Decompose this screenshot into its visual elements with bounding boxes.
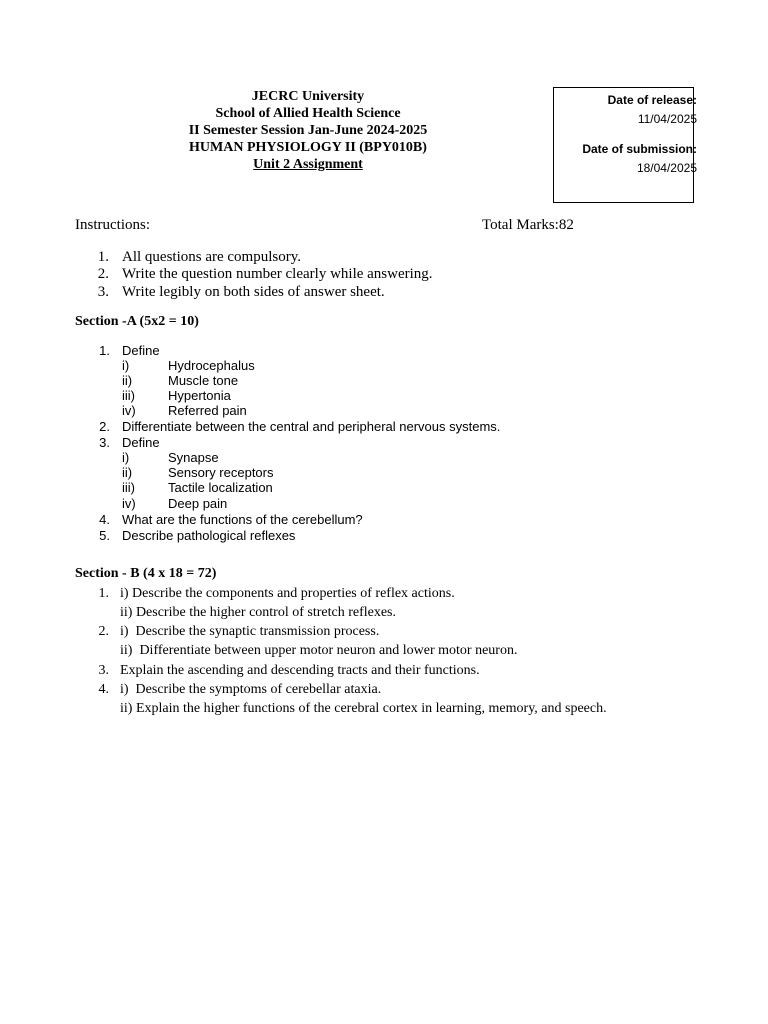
submission-label: Date of submission:: [582, 142, 697, 156]
instruction-number: 3.: [97, 284, 109, 300]
university-name: JECRC University: [251, 89, 365, 104]
question-text: Explain the ascending and descending tracts and their functions.: [120, 663, 480, 678]
sub-number: iii): [122, 388, 135, 403]
sub-number: ii): [122, 373, 133, 388]
question-text: Describe pathological reflexes: [122, 528, 296, 543]
question-text: i) Describe the components and properties of reflex actions.: [120, 586, 455, 601]
course-title: HUMAN PHYSIOLOGY II (BPY010B): [189, 140, 427, 155]
question-text: ii) Differentiate between upper motor neuron and lower motor neuron.: [120, 643, 518, 658]
section-b-title: Section - B (4 x 18 = 72): [75, 566, 217, 581]
sub-number: ii): [122, 465, 133, 480]
section-a-title: Section -A (5x2 = 10): [75, 314, 199, 329]
question-number: 4.: [98, 682, 109, 697]
sub-number: iii): [122, 480, 135, 495]
question-number: 2.: [98, 624, 109, 639]
sub-item: Tactile localization: [168, 480, 273, 495]
sub-number: iv): [122, 403, 136, 418]
sub-item: Referred pain: [168, 403, 247, 418]
release-label: Date of release:: [607, 93, 697, 107]
school-name: School of Allied Health Science: [215, 106, 401, 121]
sub-item: Hydrocephalus: [168, 358, 255, 373]
question-text: Define: [122, 435, 160, 450]
sub-item: Deep pain: [168, 496, 228, 511]
dates-box: [553, 87, 697, 203]
question-number: 4.: [99, 512, 110, 527]
question-number: 1.: [98, 586, 109, 601]
sub-item: Hypertonia: [168, 388, 231, 403]
submission-date: 18/04/2025: [636, 161, 697, 175]
question-text: Define: [122, 343, 160, 358]
question-number: 1.: [99, 343, 110, 358]
instruction-number: 2.: [97, 266, 109, 282]
instruction-number: 1.: [97, 249, 109, 265]
question-text: What are the functions of the cerebellum?: [122, 512, 363, 527]
release-date: 11/04/2025: [637, 112, 697, 126]
sub-item: Muscle tone: [168, 373, 239, 388]
question-text: i) Describe the symptoms of cerebellar ataxia.: [120, 682, 382, 697]
instruction-item: Write the question number clearly while answering.: [122, 266, 433, 282]
sub-number: iv): [122, 496, 136, 511]
sub-number: i): [122, 358, 130, 373]
instruction-item: Write legibly on both sides of answer sheet.: [122, 284, 385, 300]
question-number: 3.: [99, 435, 110, 450]
semester-session: II Semester Session Jan-June 2024-2025: [188, 123, 428, 138]
question-number: 3.: [98, 663, 109, 678]
question-text: Differentiate between the central and peripheral nervous systems.: [122, 419, 501, 434]
question-number: 2.: [99, 419, 110, 434]
instructions-label: Instructions:: [75, 217, 150, 233]
question-text: ii) Describe the higher control of stretch reflexes.: [120, 605, 397, 620]
question-number: 5.: [99, 528, 110, 543]
question-text: ii) Explain the higher functions of the cerebral cortex in learning, memory, and speech.: [120, 701, 607, 716]
sub-number: i): [122, 450, 130, 465]
sub-item: Synapse: [168, 450, 219, 465]
question-text: i) Describe the synaptic transmission process.: [120, 624, 380, 639]
assignment-title: Unit 2 Assignment: [253, 157, 363, 172]
sub-item: Sensory receptors: [168, 465, 274, 480]
instruction-item: All questions are compulsory.: [122, 249, 301, 265]
assignment-title-wrap: [150, 156, 466, 173]
total-marks: Total Marks:82: [482, 217, 574, 233]
